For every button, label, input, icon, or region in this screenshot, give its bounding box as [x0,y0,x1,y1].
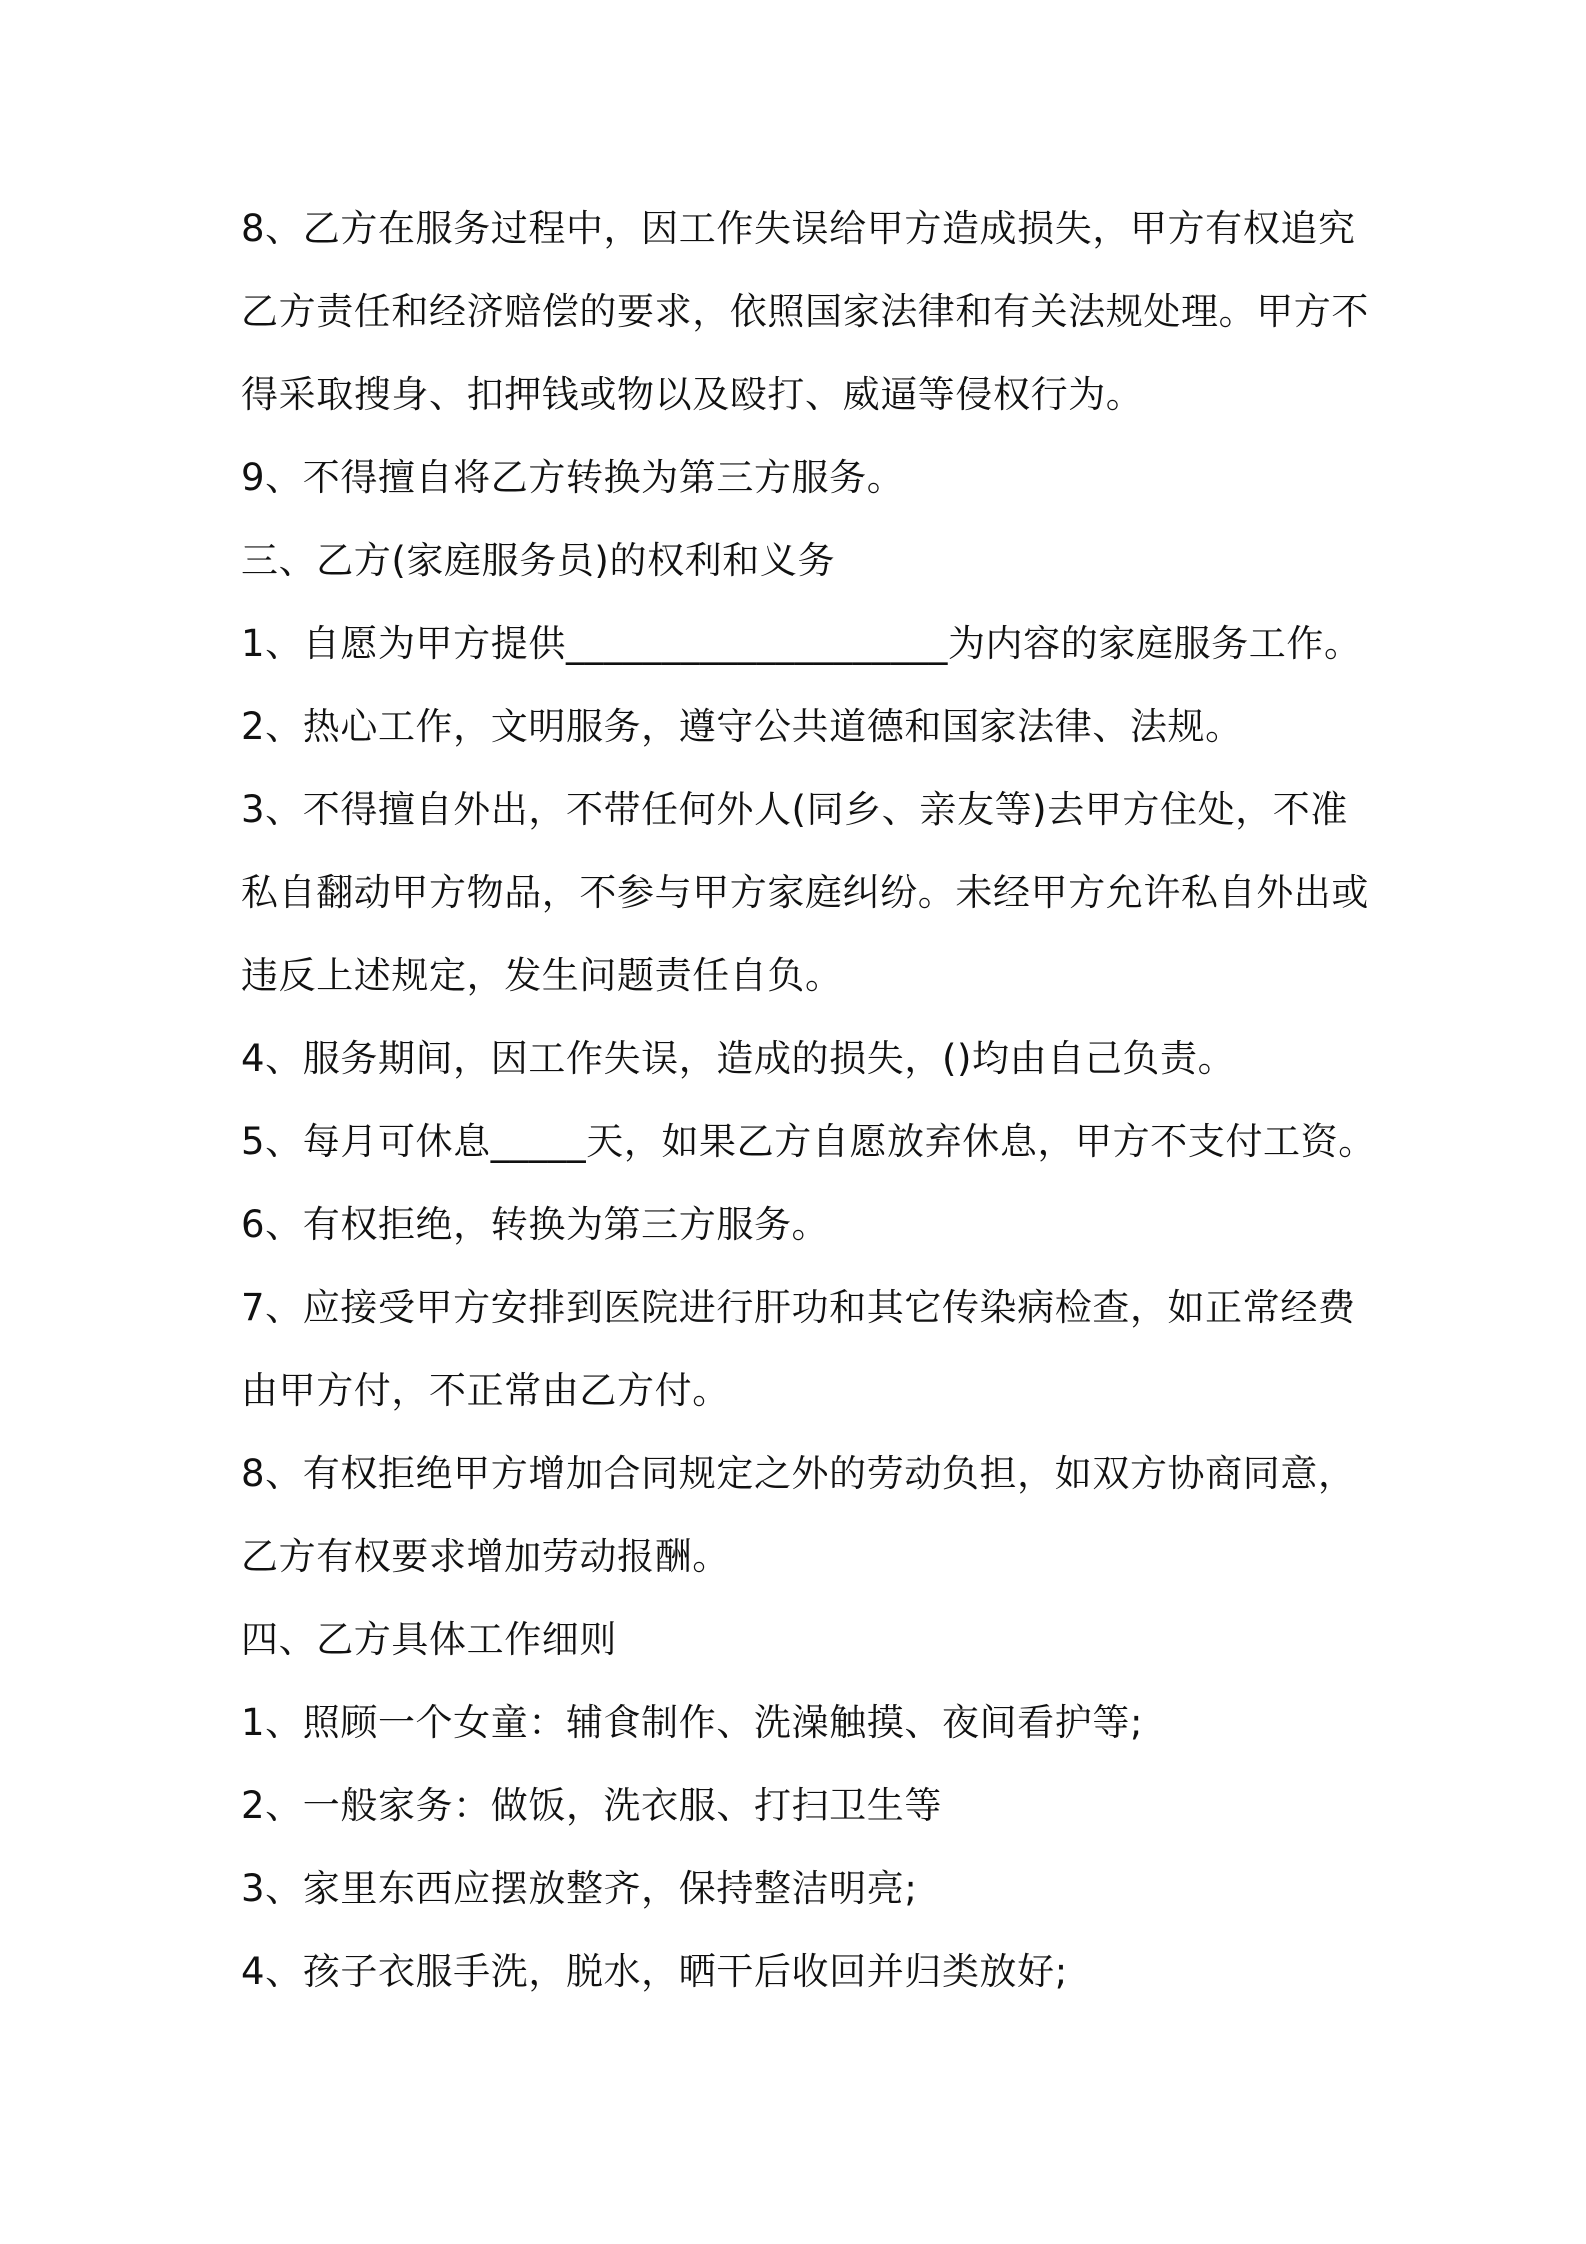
text-line: 违反上述规定，发生问题责任自负。 [241,954,843,997]
text-line: 2、一般家务：做饭，洗衣服、打扫卫生等 [241,1784,942,1827]
text-line: 乙方责任和经济赔偿的要求，依照国家法律和有关法规处理。甲方不 [241,290,1369,333]
text-line: 得采取搜身、扣押钱或物以及殴打、威逼等侵权行为。 [241,373,1144,416]
text-line: 2、热心工作，文明服务，遵守公共道德和国家法律、法规。 [241,705,1243,748]
text-line: 4、孩子衣服手洗，脱水，晒干后收回并归类放好; [241,1950,1068,1993]
text-line: 7、应接受甲方安排到医院进行肝功和其它传染病检查，如正常经费 [241,1286,1356,1329]
section-heading: 四、乙方具体工作细则 [241,1618,617,1661]
text-line: 3、不得擅自外出，不带任何外人(同乡、亲友等)去甲方住处，不准 [241,788,1349,831]
section-heading: 三、乙方(家庭服务员)的权利和义务 [241,539,836,582]
document-body [241,198,1391,2024]
text-line: 私自翻动甲方物品，不参与甲方家庭纠纷。未经甲方允许私自外出或 [241,871,1369,914]
text-line: 6、有权拒绝，转换为第三方服务。 [241,1203,830,1246]
text-line: 乙方有权要求增加劳动报酬。 [241,1535,730,1578]
text-line: 8、有权拒绝甲方增加合同规定之外的劳动负担，如双方协商同意， [241,1452,1356,1495]
text-line: 1、自愿为甲方提供____________________为内容的家庭服务工作。 [241,622,1362,665]
text-line: 9、不得擅自将乙方转换为第三方服务。 [241,456,905,499]
text-line: 由甲方付，不正常由乙方付。 [241,1369,730,1412]
text-line: 1、照顾一个女童：辅食制作、洗澡触摸、夜间看护等; [241,1701,1144,1744]
text-line: 5、每月可休息_____天，如果乙方自愿放弃休息，甲方不支付工资。 [241,1120,1376,1163]
text-line: 8、乙方在服务过程中，因工作失误给甲方造成损失，甲方有权追究 [241,207,1356,250]
text-line: 3、家里东西应摆放整齐，保持整洁明亮; [241,1867,918,1910]
text-line: 4、服务期间，因工作失误，造成的损失，()均由自己负责。 [241,1037,1236,1080]
